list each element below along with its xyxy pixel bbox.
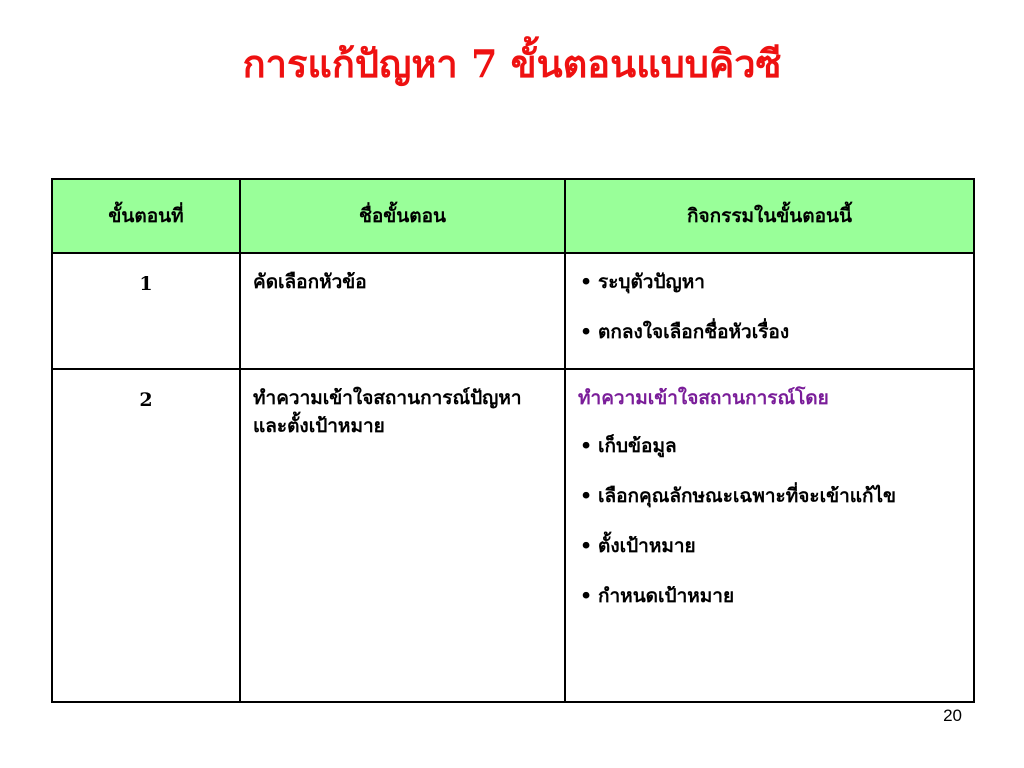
activity-text: เลือกคุณลักษณะเฉพาะที่จะเข้าแก้ไข — [598, 485, 897, 507]
bullet-icon: • — [580, 321, 593, 343]
activities-cell — [565, 369, 974, 702]
step-name-cell: ทำความเข้าใจสถานการณ์ปัญหาและตั้งเป้าหมาย — [240, 369, 565, 702]
slide-title: การแก้ปัญหา 7 ขั้นตอนแบบคิวซี — [242, 41, 782, 86]
table-row — [52, 369, 974, 702]
activities-lead-text: ทำความเข้าใจสถานการณ์โดย — [578, 387, 829, 409]
activity-item — [578, 582, 961, 610]
qc-steps-table — [51, 178, 975, 703]
table-header-row — [52, 179, 974, 253]
activities-list — [578, 432, 961, 610]
activities-cell — [565, 253, 974, 369]
activity-text: ตั้งเป้าหมาย — [598, 535, 696, 557]
activity-text: เก็บข้อมูล — [598, 435, 677, 457]
activities-list — [578, 268, 961, 346]
step-number-cell: 2 — [52, 369, 240, 702]
bullet-icon: • — [580, 485, 593, 507]
header-step-number: ขั้นตอนที่ — [52, 179, 240, 253]
activity-item — [578, 482, 961, 510]
bullet-icon: • — [580, 435, 593, 457]
page-number: 20 — [943, 706, 962, 725]
activity-item — [578, 318, 961, 346]
bullet-icon: • — [580, 585, 593, 607]
activity-text: ระบุตัวปัญหา — [598, 271, 705, 293]
activity-item — [578, 432, 961, 460]
step-number-cell: 1 — [52, 253, 240, 369]
activity-text: ตกลงใจเลือกชื่อหัวเรื่อง — [598, 321, 790, 343]
bullet-icon: • — [580, 271, 593, 293]
header-step-name: ชื่อขั้นตอน — [240, 179, 565, 253]
step-name-cell: คัดเลือกหัวข้อ — [240, 253, 565, 369]
table-row — [52, 253, 974, 369]
activity-item — [578, 268, 961, 296]
activity-item — [578, 532, 961, 560]
bullet-icon: • — [580, 535, 593, 557]
header-activities: กิจกรรมในขั้นตอนนี้ — [565, 179, 974, 253]
activity-text: กำหนดเป้าหมาย — [598, 585, 735, 607]
